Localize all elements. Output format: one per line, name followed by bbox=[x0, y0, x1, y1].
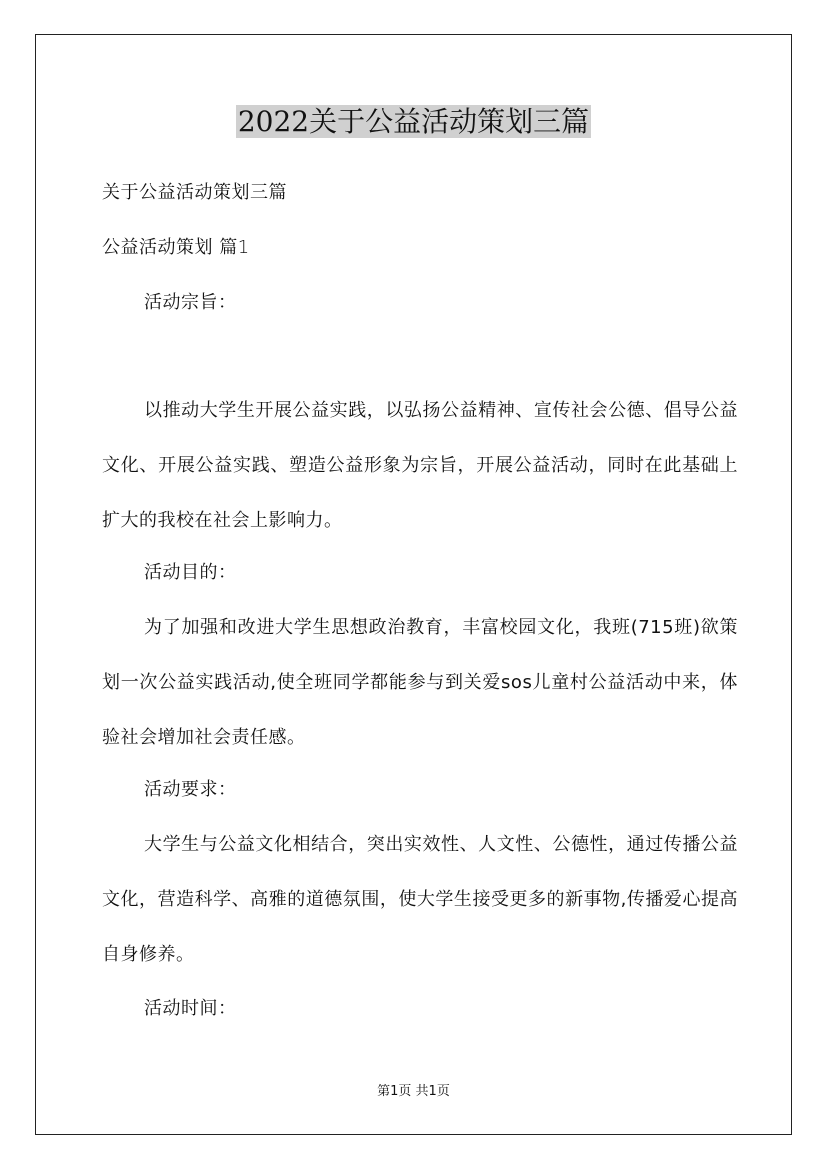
document-subtitle: 关于公益活动策划三篇 bbox=[102, 182, 287, 203]
document-title-text: 2022关于公益活动策划三篇 bbox=[237, 105, 590, 138]
requirement-paragraph: 大学生与公益文化相结合，突出实效性、人文性、公德性，通过传播公益文化，营造科学、高雅的道德氛围，使大学生接受更多的新事物,传播爱心提高自身修养。 bbox=[102, 834, 738, 965]
goal-label: 活动目的： bbox=[144, 562, 237, 583]
requirement-label: 活动要求： bbox=[144, 779, 237, 800]
purpose-paragraph: 以推动大学生开展公益实践，以弘扬公益精神、宣传社会公德、倡导公益文化、开展公益实践、塑造公益形象为宗旨，开展公益活动，同时在此基础上扩大的我校在社会上影响力。 bbox=[102, 400, 738, 531]
document-title bbox=[0, 100, 827, 144]
purpose-label: 活动宗旨： bbox=[144, 292, 237, 313]
section-heading: 公益活动策划 篇1 bbox=[102, 237, 250, 258]
time-label: 活动时间： bbox=[144, 998, 237, 1019]
goal-paragraph: 为了加强和改进大学生思想政治教育，丰富校园文化，我班(715班)欲策划一次公益实践活动,使全班同学都能参与到关爱sos儿童村公益活动中来，体验社会增加社会责任感。 bbox=[102, 617, 738, 748]
page-footer: 第1页 共1页 bbox=[377, 1084, 450, 1099]
